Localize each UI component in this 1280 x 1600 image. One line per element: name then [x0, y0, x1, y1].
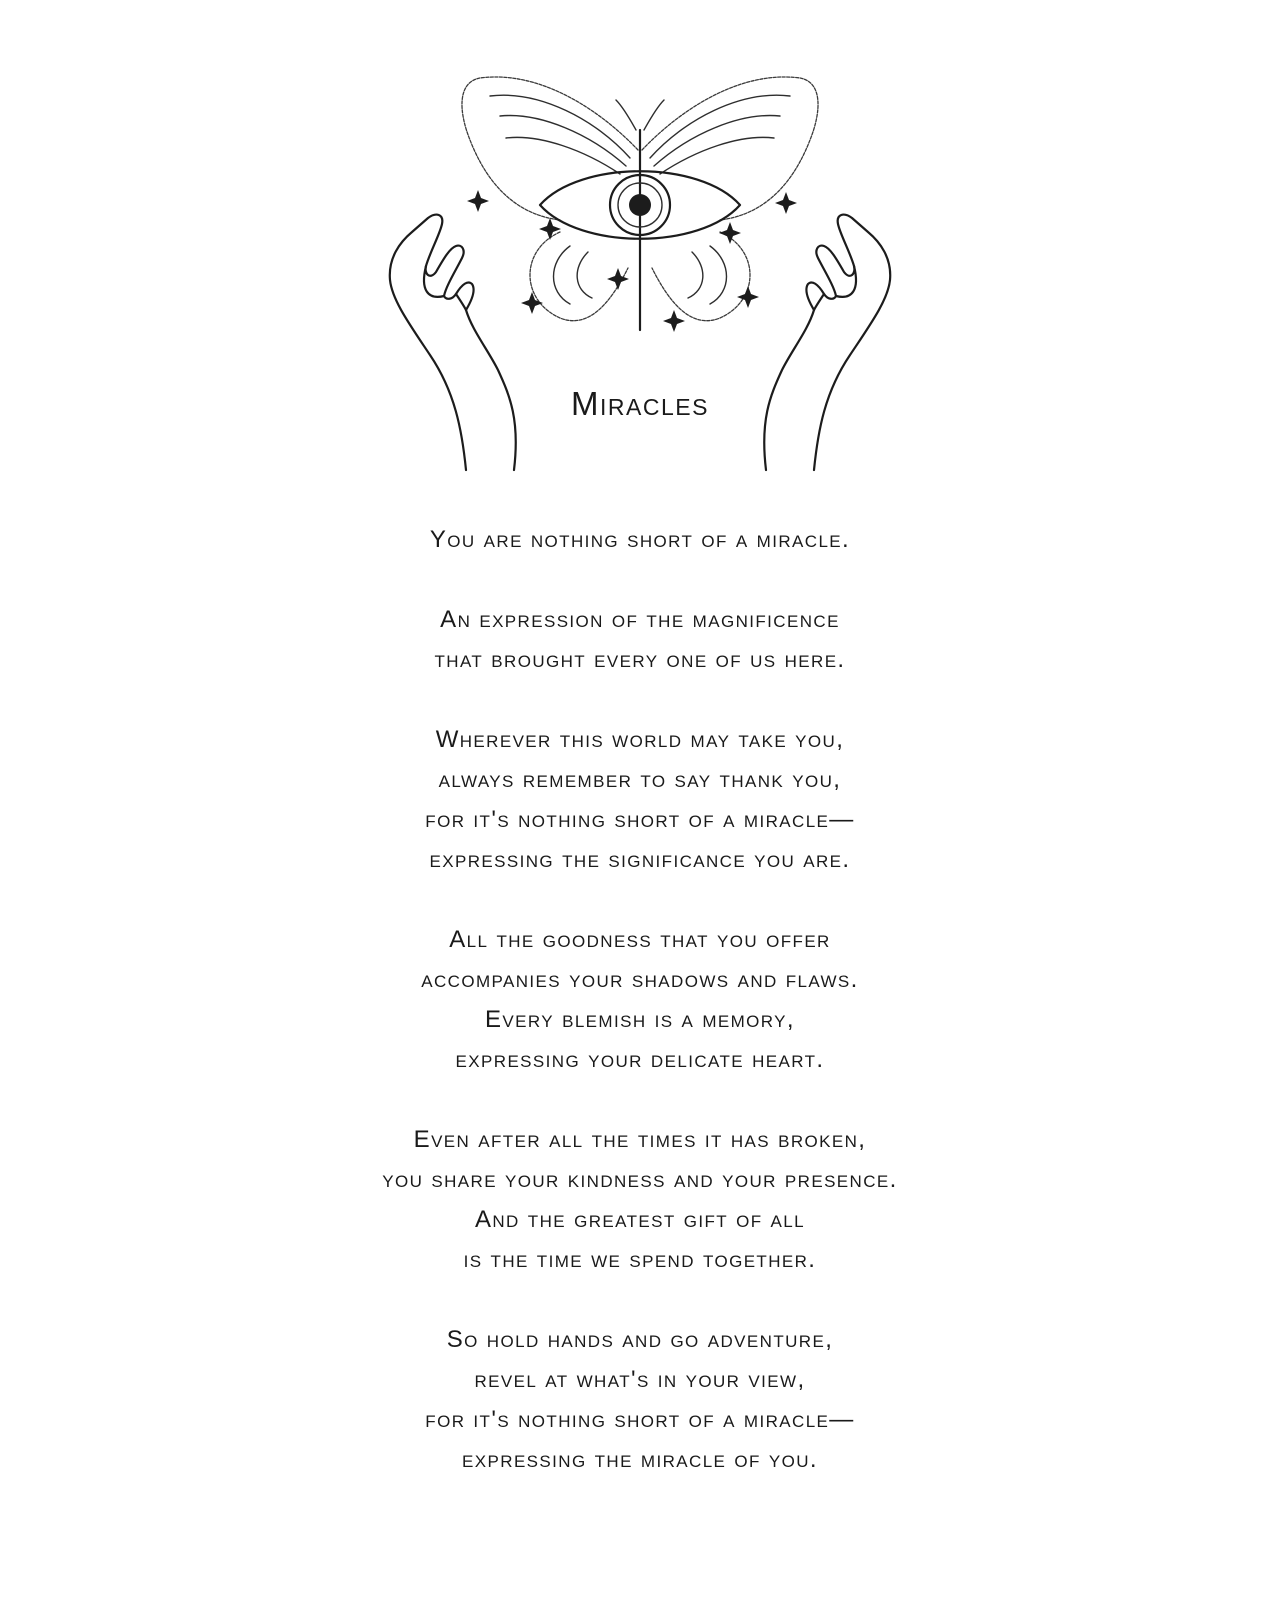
butterfly-icon — [462, 77, 818, 330]
poem-line: expressing the significance you are. — [429, 846, 851, 873]
poem-line: And the greatest gift of all — [474, 1206, 806, 1233]
poem-line: An expression of the magnificence — [440, 606, 840, 633]
poem-line: always remember to say thank you, — [438, 766, 842, 793]
butterfly-eye-hands-illustration — [0, 0, 1280, 500]
poem-line: So hold hands and go adventure, — [446, 1326, 834, 1353]
poem-body — [0, 520, 1280, 1520]
right-hand-icon — [764, 215, 890, 470]
poem-line: expressing the miracle of you. — [462, 1446, 818, 1473]
stanza — [0, 520, 1280, 560]
poem-line: you share your kindness and your presence. — [382, 1166, 898, 1193]
stanza — [0, 600, 1280, 680]
stanza — [0, 720, 1280, 880]
poem-line: All the goodness that you offer — [449, 926, 831, 953]
poem-line: You are nothing short of a miracle. — [429, 526, 851, 553]
page-title: Miracles — [571, 385, 709, 422]
poem-line: for it's nothing short of a miracle— — [425, 806, 855, 833]
poem-line: accompanies your shadows and flaws. — [421, 966, 859, 993]
poem-line: expressing your delicate heart. — [455, 1046, 825, 1073]
poem-line: Wherever this world may take you, — [435, 726, 845, 753]
stanza — [0, 920, 1280, 1080]
poem-line: Every blemish is a memory, — [485, 1006, 795, 1033]
stanza — [0, 1320, 1280, 1480]
poem-line: for it's nothing short of a miracle— — [425, 1406, 855, 1433]
left-hand-icon — [390, 215, 516, 470]
poem-line: revel at what's in your view, — [474, 1366, 806, 1393]
poem-line: is the time we spend together. — [463, 1246, 817, 1273]
poem-line: that brought every one of us here. — [434, 646, 846, 673]
poem-line: Even after all the times it has broken, — [413, 1126, 867, 1153]
stanza — [0, 1120, 1280, 1280]
